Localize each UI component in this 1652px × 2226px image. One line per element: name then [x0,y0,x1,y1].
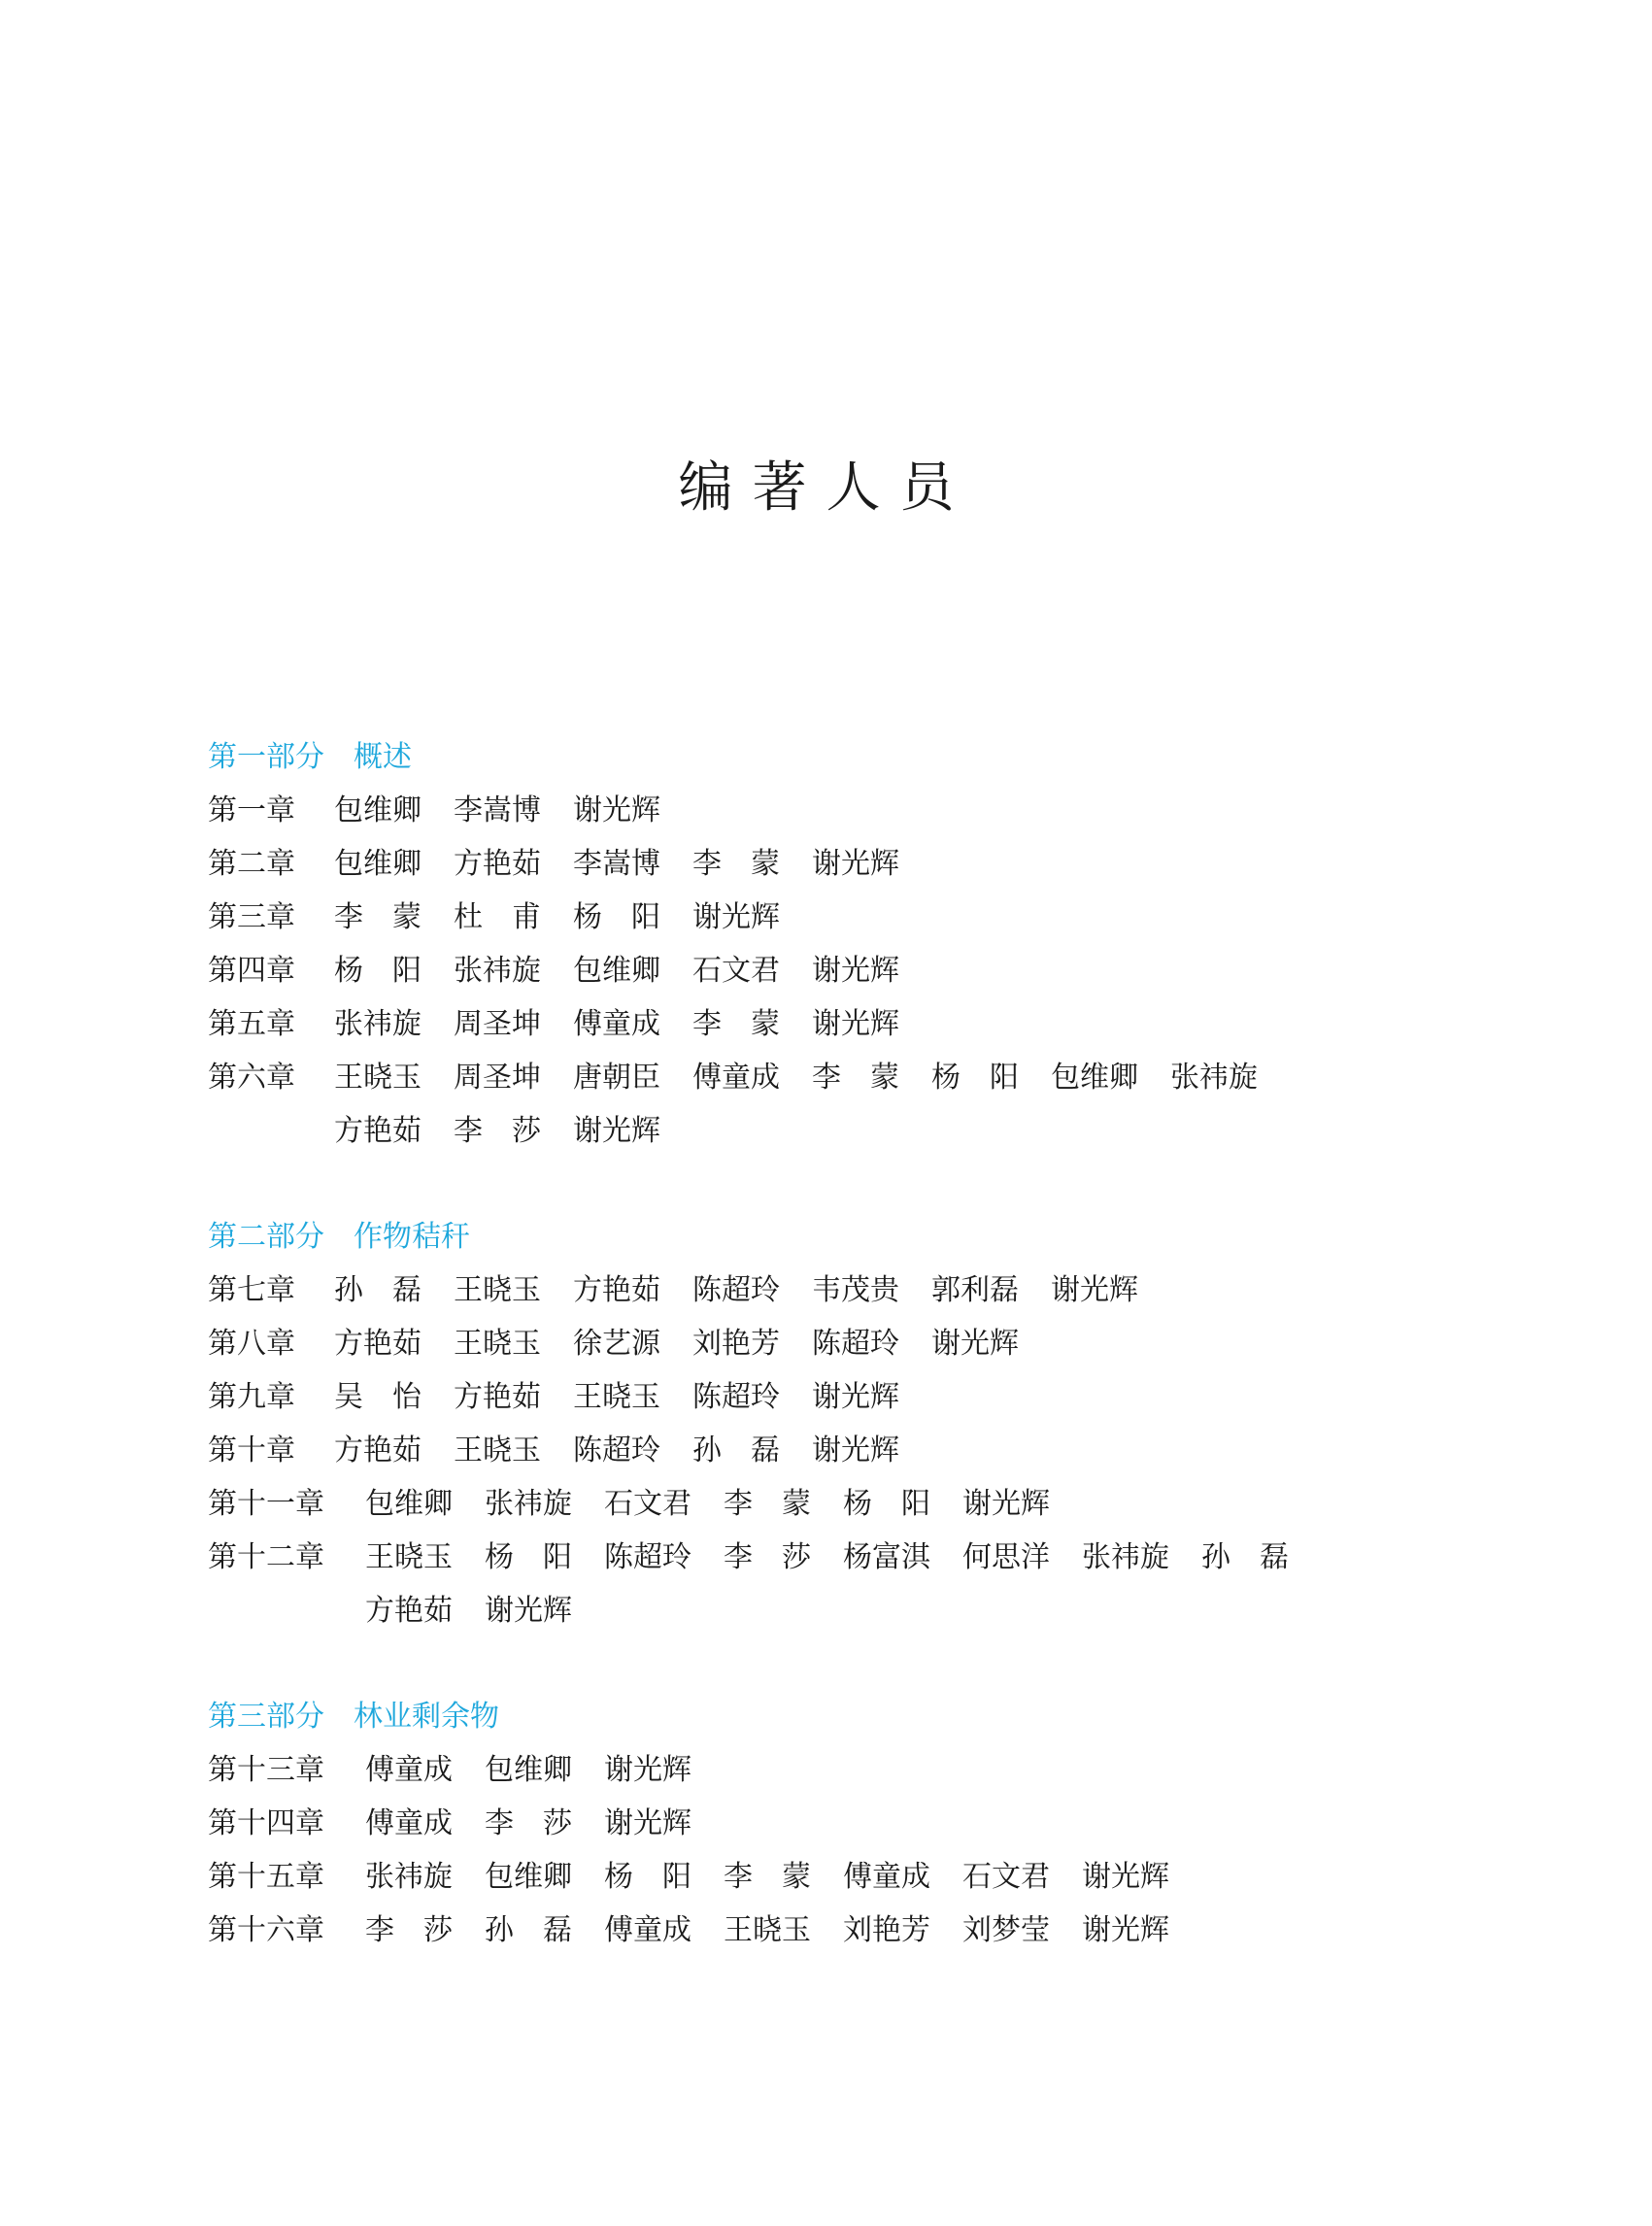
chapter-row [208,1850,1470,1904]
author-names [334,1104,1470,1158]
author-names [365,1531,1470,1584]
author-names [334,944,1470,997]
author-name: 杨 阳 [573,900,660,934]
author-name: 张祎旋 [454,954,541,988]
author-names [334,784,1470,837]
author-name: 李嵩博 [454,793,541,827]
author-name: 张祎旋 [485,1487,572,1521]
author-name: 王晓玉 [334,1061,421,1095]
author-name: 方艳茹 [573,1273,660,1307]
author-names [365,1850,1470,1904]
section-heading: 第一部分 概述 [208,740,412,774]
chapter-row [208,1424,1470,1477]
chapter-label: 第十二章 [208,1540,324,1574]
author-names [334,1424,1470,1477]
author-name: 杜 甫 [454,900,541,934]
chapter-row [208,1264,1470,1317]
author-name: 谢光辉 [573,1114,660,1148]
author-name: 刘艳芳 [692,1327,780,1361]
author-name: 包维卿 [334,793,421,827]
chapter-label: 第四章 [208,954,295,988]
author-names [334,1317,1470,1370]
author-name: 孙 磊 [1201,1540,1289,1574]
author-name: 谢光辉 [931,1327,1019,1361]
author-name: 周圣坤 [454,1007,541,1041]
author-name: 包维卿 [1051,1061,1138,1095]
contributors-list [208,730,1470,2009]
section [208,730,1470,1158]
author-name: 谢光辉 [1051,1273,1138,1307]
chapter-label: 第十章 [208,1433,295,1467]
author-name: 谢光辉 [485,1594,572,1628]
chapter-row [208,1797,1470,1850]
author-name: 包维卿 [365,1487,453,1521]
author-names [365,1584,1470,1637]
author-name: 杨 阳 [931,1061,1019,1095]
author-names [334,1051,1470,1104]
author-name: 石文君 [604,1487,691,1521]
author-names [365,1797,1470,1850]
author-name: 王晓玉 [573,1380,660,1414]
author-name: 方艳茹 [334,1114,421,1148]
author-name: 傅童成 [365,1806,453,1840]
chapter-label: 第十五章 [208,1860,324,1894]
author-name: 李 蒙 [334,900,421,934]
author-name: 包维卿 [334,847,421,881]
author-name: 孙 磊 [485,1913,572,1947]
author-name: 李 蒙 [692,847,780,881]
chapter-row [208,1584,1470,1637]
author-names [365,1477,1470,1531]
author-name: 谢光辉 [812,1433,899,1467]
chapter-row [208,1743,1470,1797]
author-name: 李嵩博 [573,847,660,881]
author-name: 方艳茹 [454,1380,541,1414]
author-names [334,997,1470,1051]
chapter-label: 第八章 [208,1327,295,1361]
author-name: 李 蒙 [812,1061,899,1095]
chapter-label [208,1104,334,1158]
author-name: 方艳茹 [454,847,541,881]
author-name: 李 蒙 [724,1860,811,1894]
chapter-row [208,784,1470,837]
author-name: 傅童成 [573,1007,660,1041]
author-name: 李 蒙 [692,1007,780,1041]
author-name: 谢光辉 [812,1380,899,1414]
author-name: 郭利磊 [931,1273,1019,1307]
chapter-row [208,1370,1470,1424]
author-name: 王晓玉 [454,1327,541,1361]
author-name: 陈超玲 [692,1380,780,1414]
author-name: 张祎旋 [334,1007,421,1041]
author-name: 刘艳芳 [843,1913,930,1947]
author-name: 陈超玲 [692,1273,780,1307]
chapter-row [208,1104,1470,1158]
author-name: 何思洋 [962,1540,1050,1574]
author-name: 王晓玉 [365,1540,453,1574]
author-name: 包维卿 [485,1753,572,1787]
author-names [334,1264,1470,1317]
author-name: 杨富淇 [843,1540,930,1574]
author-name: 韦茂贵 [812,1273,899,1307]
author-name: 刘梦莹 [962,1913,1050,1947]
author-name: 石文君 [962,1860,1050,1894]
author-names [334,837,1470,891]
author-name: 李 莎 [724,1540,811,1574]
author-name: 李 莎 [454,1114,541,1148]
author-name: 谢光辉 [812,847,899,881]
author-names [365,1743,1470,1797]
author-name: 唐朝臣 [573,1061,660,1095]
author-name: 谢光辉 [1082,1913,1169,1947]
author-name: 孙 磊 [334,1273,421,1307]
chapter-label: 第十三章 [208,1753,324,1787]
chapter-row [208,1051,1470,1104]
author-name: 杨 阳 [604,1860,691,1894]
chapter-row [208,1531,1470,1584]
chapter-label: 第九章 [208,1380,295,1414]
author-name: 方艳茹 [334,1433,421,1467]
author-name: 谢光辉 [1082,1860,1169,1894]
author-name: 陈超玲 [604,1540,691,1574]
author-name: 方艳茹 [365,1594,453,1628]
author-name: 包维卿 [485,1860,572,1894]
author-name: 谢光辉 [692,900,780,934]
author-name: 王晓玉 [724,1913,811,1947]
section-heading: 第二部分 作物秸秆 [208,1220,470,1254]
author-name: 李 莎 [485,1806,572,1840]
author-name: 傅童成 [843,1860,930,1894]
author-name: 包维卿 [573,954,660,988]
chapter-row [208,1904,1470,1957]
author-name: 张祎旋 [365,1860,453,1894]
author-name: 谢光辉 [812,954,899,988]
author-name: 谢光辉 [573,793,660,827]
author-names [334,1370,1470,1424]
author-name: 陈超玲 [573,1433,660,1467]
author-name: 张祎旋 [1170,1061,1258,1095]
author-name: 谢光辉 [962,1487,1050,1521]
chapter-row [208,997,1470,1051]
author-name: 杨 阳 [334,954,421,988]
author-name: 王晓玉 [454,1433,541,1467]
section-heading: 第三部分 林业剩余物 [208,1700,499,1734]
author-name: 孙 磊 [692,1433,780,1467]
author-name: 傅童成 [692,1061,780,1095]
chapter-row [208,1317,1470,1370]
chapter-label: 第十四章 [208,1806,324,1840]
author-name: 王晓玉 [454,1273,541,1307]
section [208,1690,1470,1957]
section [208,1210,1470,1637]
author-name: 石文君 [692,954,780,988]
author-names [365,1904,1470,1957]
author-names [334,891,1470,944]
chapter-label: 第十六章 [208,1913,324,1947]
chapter-label: 第二章 [208,847,295,881]
author-name: 张祎旋 [1082,1540,1169,1574]
author-name: 李 莎 [365,1913,453,1947]
chapter-label: 第五章 [208,1007,295,1041]
author-name: 傅童成 [365,1753,453,1787]
chapter-row [208,891,1470,944]
author-name: 周圣坤 [454,1061,541,1095]
author-name: 李 蒙 [724,1487,811,1521]
author-name: 吴 怡 [334,1380,421,1414]
chapter-row [208,944,1470,997]
author-name: 陈超玲 [812,1327,899,1361]
author-name: 徐艺源 [573,1327,660,1361]
chapter-label: 第六章 [208,1061,295,1095]
chapter-label: 第一章 [208,793,295,827]
chapter-row [208,837,1470,891]
author-name: 谢光辉 [812,1007,899,1041]
page-title: 编著人员 [678,456,974,520]
chapter-row [208,1477,1470,1531]
chapter-label [208,1584,365,1637]
author-name: 杨 阳 [485,1540,572,1574]
author-name: 方艳茹 [334,1327,421,1361]
chapter-label: 第七章 [208,1273,295,1307]
author-name: 谢光辉 [604,1753,691,1787]
chapter-label: 第三章 [208,900,295,934]
chapter-label: 第十一章 [208,1487,324,1521]
author-name: 谢光辉 [604,1806,691,1840]
author-name: 杨 阳 [843,1487,930,1521]
author-name: 傅童成 [604,1913,691,1947]
